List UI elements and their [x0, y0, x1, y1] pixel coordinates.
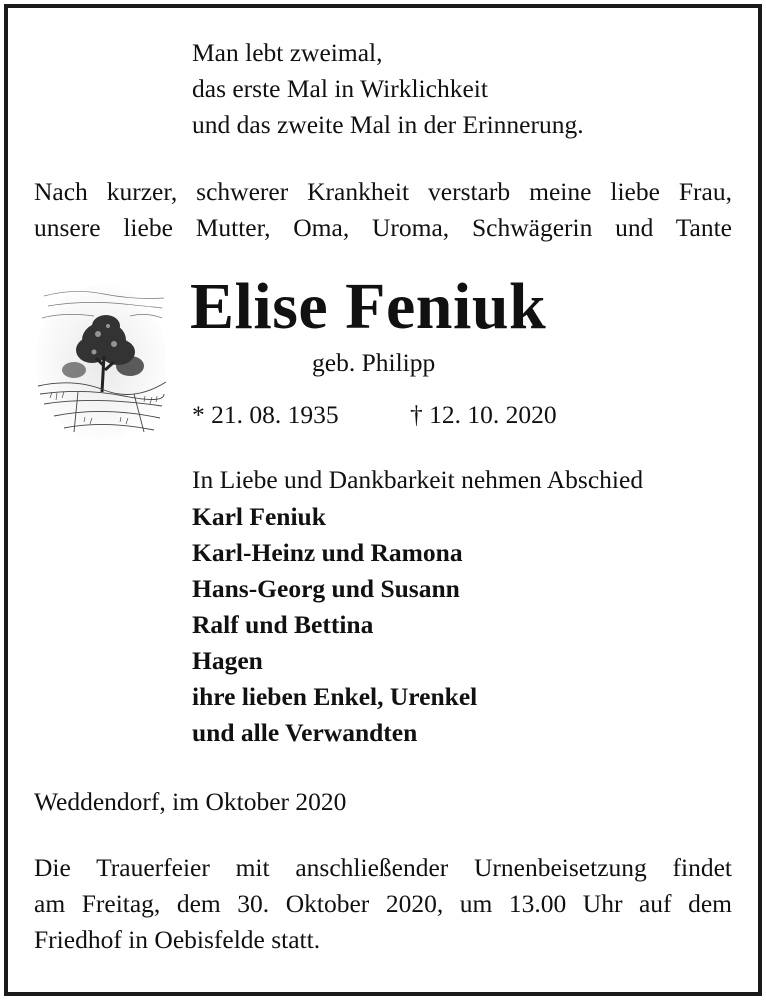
deceased-name: Elise Feniuk [190, 270, 547, 343]
mourners-list [192, 499, 477, 751]
poem-line: Man lebt zweimal, [192, 38, 383, 67]
poem-line: das erste Mal in Wirklichkeit [192, 74, 488, 103]
funeral-info [34, 850, 732, 958]
death-date: † 12. 10. 2020 [410, 400, 557, 429]
funeral-line: Die Trauerfeier mit anschließender Urnenbeisetzung findet [34, 853, 732, 882]
mourner: Hans-Georg und Susann [192, 574, 460, 603]
mourner: ihre lieben Enkel, Urenkel [192, 682, 478, 711]
birth-name: geb. Philipp [312, 348, 436, 377]
funeral-line: am Freitag, dem 30. Oktober 2020, um 13.00 Uhr auf dem [34, 889, 732, 918]
poem [192, 35, 584, 143]
mourner: Karl Feniuk [192, 502, 326, 531]
poem-line: und das zweite Mal in der Erinnerung. [192, 110, 584, 139]
birth-date: * 21. 08. 1935 [192, 400, 339, 429]
mourner: Karl-Heinz und Ramona [192, 538, 463, 567]
intro-line: Nach kurzer, schwerer Krankheit verstarb meine liebe Frau, [34, 177, 732, 206]
mourner: Ralf und Bettina [192, 610, 374, 639]
mourner: und alle Verwandten [192, 718, 418, 747]
place-date: Weddendorf, im Oktober 2020 [34, 787, 347, 816]
tree-landscape-icon [34, 282, 168, 442]
funeral-line: Friedhof in Oebisfelde statt. [34, 925, 321, 954]
farewell-intro: In Liebe und Dankbarkeit nehmen Abschied [192, 465, 644, 494]
mourner: Hagen [192, 646, 263, 675]
intro-line: unsere liebe Mutter, Oma, Uroma, Schwägerin und Tante [34, 213, 732, 242]
intro-text [34, 174, 732, 246]
